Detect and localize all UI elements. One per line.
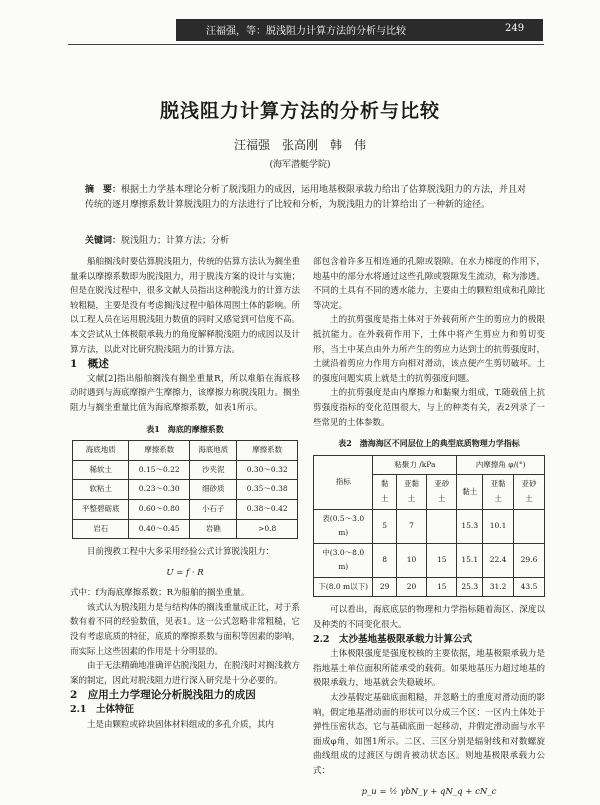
table-cell: 表(0.5～3.0 m) (314, 509, 373, 543)
table-cell: 软粘土 (73, 480, 129, 500)
table-cell: 7 (396, 509, 426, 543)
section-1-heading: 1 概述 (70, 358, 109, 371)
table-cell: 25.3 (457, 577, 483, 597)
table-1-header: 海底地质 (190, 441, 237, 461)
table-row (73, 499, 298, 519)
table-2-subheader: 亚黏土 (396, 475, 426, 509)
paragraph: 部包含着许多互相连通的孔隙或裂隙。在水力梯度的作用下，地基中的部分水将通过这些孔隙或裂隙发生流动，称为渗透。不同的土具有不同的透水能力，主要由土的颗粒组成和孔隙比等决定。 (313, 257, 545, 311)
table-cell: 下(8.0 m以下) (314, 577, 373, 597)
right-column (313, 255, 545, 805)
affiliation: (海军潜艇学院) (269, 160, 331, 170)
table-cell: 10 (396, 543, 426, 577)
table-cell (514, 509, 545, 543)
table-1-header: 摩擦系数 (237, 441, 298, 461)
table-cell: 10.1 (483, 509, 514, 543)
formula-resistance: U = f · R (166, 567, 204, 578)
table-2-group-header: 内摩擦角 φ/(°) (457, 455, 545, 475)
table-cell: 15.1 (457, 543, 483, 577)
paragraph: 由于无法精确地准确评估脱浅阻力，在脱浅时对搁浅救方案的制定，因此对脱浅阻力进行深入研究是十分必要的。 (70, 661, 300, 686)
table-cell: 29 (373, 577, 396, 597)
paragraph: 土的抗剪强度是由内摩擦力和黏聚力组成，T.随载值上抗剪强度指标的变化范围很大，与上的种类有关，表2列录了一些常见的土体参数。 (313, 388, 545, 428)
table-2-caption: 表2 渤海海区不同层位上的典型底质物理力学指标 (338, 438, 520, 449)
table-1-header: 摩擦系数 (129, 441, 190, 461)
table-cell: 31.2 (483, 577, 514, 597)
table-2-subheader: 亚砂土 (514, 475, 545, 509)
table-2-group-header: 粘聚力 /kPa (373, 455, 457, 475)
table-cell: 29.6 (514, 543, 545, 577)
table-row (73, 519, 298, 539)
table-2-subheader: 亚砂土 (427, 475, 457, 509)
table-cell: 中(3.0～8.0 m) (314, 543, 373, 577)
abstract (85, 183, 530, 213)
table-cell: 岩石 (73, 519, 129, 539)
section-2-heading: 2 应用土力学理论分析脱浅阻力的成因 (70, 689, 256, 702)
table-cell: 0.23～0.30 (129, 480, 190, 500)
page-number: 249 (505, 23, 525, 34)
table-cell: 0.35～0.38 (237, 480, 298, 500)
keywords-text: 脱浅阻力；计算方法；分析 (121, 236, 230, 246)
table-cell: 岩礁 (190, 519, 237, 539)
intro-paragraph: 船舶搁浅时要估算脱浅阻力，传统的估算方法认为搁坐重量乘以摩擦系数即为脱浅阻力，用于脱浅方案的设计与实施；但是在脱浅过程中，很多文献人员指出这种脱浅力的计算方法较粗糙，主要是没有考虑搁浅过程中船体周围土体的影响。所以工程人员在运用脱浅阻力数值的同时又感觉到可信度不高。本文尝试从土体极限承载力的角度解释脱浅阻力的成因以及计算方法，以此对比研究脱浅阻力的计算方法。 (70, 257, 300, 355)
formula-bearing-capacity: p_u = ½ γbN_γ + qN_q + cN_c (361, 786, 497, 797)
keywords-label: 关键词： (85, 236, 122, 246)
table-cell: 0.15～0.22 (129, 460, 190, 480)
formula-intro: 目前搜救工程中大多采用经验公式计算脱浅阻力： (87, 547, 275, 558)
table-cell: 20 (396, 577, 426, 597)
table-row (73, 480, 298, 500)
abstract-label: 摘 要： (85, 185, 122, 195)
table-cell: 0.30～0.32 (237, 460, 298, 480)
friction-table (72, 440, 298, 539)
header-rule (68, 44, 544, 45)
table-cell: 沙夹泥 (190, 460, 237, 480)
table-cell: 0.60～0.80 (129, 499, 190, 519)
table-cell: 22.4 (483, 543, 514, 577)
paragraph: 土体极限强度是强度校核的主要依据，地基极限承载力是指地基土单位面积所能承受的载荷。如果地基压力超过地基的极限承载力，地基就会失稳破坏。 (313, 649, 545, 689)
table-cell: 细砂质 (190, 480, 237, 500)
paragraph: 土是由颗粒或碎块固体材料组成的多孔介质，其内 (87, 719, 275, 730)
table-1-caption: 表1 海底的摩擦系数 (146, 423, 224, 434)
table-cell: 15.3 (457, 509, 483, 543)
table-cell: 平整碧砺底 (73, 499, 129, 519)
table-cell: 43.5 (514, 577, 545, 597)
paragraph: 该式认为脱浅阻力是与结构体的搁浅重量成正比，对于系数有着不同的经验数值，见表1。这一公式忽略非常粗糙，它没有考虑底质的特征，底质的摩擦系数与面积等因素的影响，而实际上这些因素的作用是十分明显的。 (70, 602, 300, 657)
paper-title: 脱浅阻力计算方法的分析与比较 (159, 100, 440, 122)
keywords (85, 233, 530, 246)
table-cell: 0.38～0.42 (237, 499, 298, 519)
table-cell: 5 (373, 509, 396, 543)
table-row (314, 577, 545, 597)
table-1-header: 海底地质 (73, 441, 129, 461)
table-cell: 15 (427, 543, 457, 577)
section-1-text: 文献[2]指出船舶搁浅有搁坐重量R，所以难船在海底移动时遇到与海底摩擦产生摩擦力，该摩擦力称脱浅阻力。搁坐阻力与搁坐重量比值为海底摩擦系数，如表1所示。 (70, 373, 300, 413)
paragraph: 太沙基假定基础底面粗糙，并忽略土的重度对滑动面的影响，假定地基滑动面的形状可以分成三个区：一区内土体处于弹性压密状态，它与基础底面一起移动，并假定滑动面与水平面成φ角，如图1所示。二区、三区分别是辐射线和对数螺旋曲线组成的过渡区与朗肯被动状态区。则地基极限承载力公式： (313, 693, 545, 776)
section-2-1-heading: 2.1 土体特征 (70, 704, 135, 716)
left-column (70, 255, 300, 732)
table-2-subheader: 亚黏土 (483, 475, 514, 509)
abstract-text: 根据土力学基本理论分析了脱浅阻力的成因，运用地基极限承载力给出了估算脱浅阻力的方法，并且对传统的逐月摩擦系数计算脱浅阻力的方法进行了比较和分析，为脱浅阻力的计算给出了一种新的途径。 (85, 185, 527, 210)
formula-description: 式中：f为海底摩擦系数；R为船舶的搁坐重量。 (70, 588, 250, 599)
paragraph: 可以看出，海底底层的物理和力学指标随着海区、深度以及种类的不同变化很大。 (313, 605, 545, 631)
table-cell (427, 509, 457, 543)
table-cell: 8 (373, 543, 396, 577)
table-cell: 0.40～0.45 (129, 519, 190, 539)
page-header (0, 0, 600, 40)
soil-parameter-table (313, 455, 545, 598)
authors: 汪福强 张高刚 韩 伟 (233, 138, 366, 152)
table-row (314, 543, 545, 577)
running-head: 汪福强，等：脱浅阻力计算方法的分析与比较 (206, 26, 406, 37)
section-2-2-heading: 2.2 太沙基地基极限承载力计算公式 (313, 633, 473, 645)
table-cell: >0.8 (237, 519, 298, 539)
table-cell: 稀软土 (73, 460, 129, 480)
table-cell: 小石子 (190, 499, 237, 519)
table-2-stub: 指标 (314, 455, 373, 509)
table-row (73, 460, 298, 480)
table-2-subheader: 黏土 (457, 475, 483, 509)
table-2-subheader: 黏土 (373, 475, 396, 509)
table-row (314, 509, 545, 543)
paragraph: 土的抗剪强度是指土体对于外载荷所产生的剪应力的极限抵抗能力。在外载荷作用下，土体中将产生剪应力和剪切变形，当土中某点由外力所产生的剪应力达到土的抗剪强度时，土就沿着剪应力作用方向相对滑动，该点便产生剪切破坏。土的强度问题实质上就是土的抗剪强度问题。 (313, 315, 545, 384)
table-cell: 15 (427, 577, 457, 597)
